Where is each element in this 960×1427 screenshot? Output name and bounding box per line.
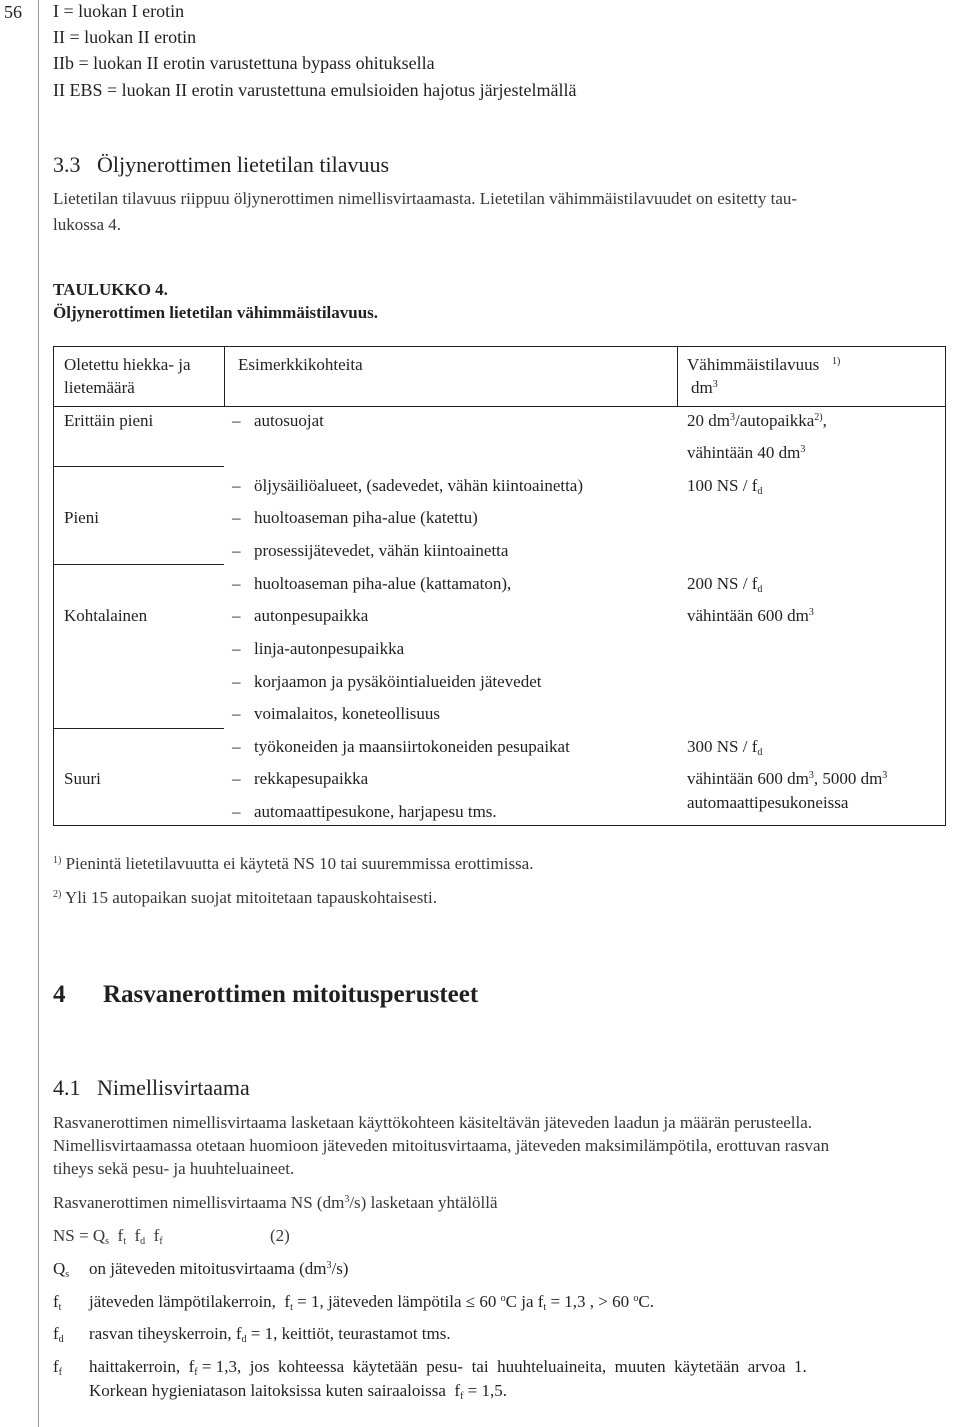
legend-line: II = luokan II erotin — [53, 27, 197, 47]
volume-value: vähintään 40 $dm^3$ — [687, 443, 806, 462]
row-category: Suuri — [64, 769, 101, 788]
variable-description: haittakerroin, $f_f = 1,3$, jos kohteessa käytetään pesu- tai huuhteluaineita, muuten käytetään arvoa 1. — [89, 1357, 807, 1378]
variable-description: rasvan tiheyskerroin, $f_d = 1$, keittiöt, teurastamot tms. — [89, 1324, 451, 1345]
variable-description: Korkean hygieniatason laitoksissa kuten sairaaloissa $f_f = 1,5$. — [89, 1381, 508, 1402]
table-rule — [677, 347, 678, 406]
example-item: – työkoneiden ja maansiirtokoneiden pesupaikat — [232, 737, 570, 756]
header-category: Oletettu hiekka- ja — [64, 355, 191, 374]
body-paragraph: Lietetilan tilavuus riippuu öljynerottimen nimellisvirtaamasta. Lietetilan vähimmäistilavuudet on esitetty tau- — [53, 189, 798, 208]
page-number: 56 — [4, 2, 22, 22]
volume-value: vähintään 600 $dm^3$ — [687, 606, 814, 625]
variable-symbol: $f_t$ — [53, 1292, 62, 1313]
example-item: – öljysäiliöalueet, (sadevedet, vähän kiintoainetta) — [232, 476, 584, 495]
example-item: – prosessijätevedet, vähän kiintoainetta — [232, 541, 509, 560]
body-paragraph: tiheys sekä pesu- ja huuhteluaineet. — [53, 1159, 295, 1178]
variable-symbol: $Q_s$ — [53, 1259, 70, 1280]
variable-symbol: $f_d$ — [53, 1324, 64, 1345]
footnote: $^{2)}$ Yli 15 autopaikan suojat mitoitetaan tapauskohtaisesti. — [53, 888, 438, 907]
variable-description: on jäteveden mitoitusvirtaama $(dm^3/s)$ — [89, 1259, 349, 1278]
body-paragraph: Nimellisvirtaamassa otetaan huomioon jäteveden mitoitusvirtaama, jäteveden maksimilämpötila, erottuvan rasvan — [53, 1136, 830, 1155]
chapter-heading: 4 Rasvanerottimen mitoitusperusteet — [53, 981, 479, 1008]
example-item: – autonpesupaikka — [232, 606, 369, 625]
footnote: $^{1)}$ Pienintä lietetilavuutta ei käytetä NS 10 tai suuremmissa erottimissa. — [53, 854, 534, 873]
example-item: – autosuojat — [232, 411, 324, 430]
example-item: – linja-autonpesupaikka — [232, 639, 405, 658]
variable-symbol: $f_f$ — [53, 1357, 63, 1378]
example-item: – rekkapesupaikka — [232, 769, 369, 788]
example-item: – korjaamon ja pysäköintialueiden jätevedet — [232, 672, 542, 691]
volume-value: 100 NS / $f_d$ — [687, 476, 763, 497]
table-rule — [54, 564, 224, 565]
margin-rule — [38, 0, 39, 1427]
body-paragraph: Rasvanerottimen nimellisvirtaama lasketaan käyttökohteen käsiteltävän jäteveden laadun ja määrän perusteella. — [53, 1113, 813, 1132]
row-category: Erittäin pieni — [64, 411, 154, 430]
legend-line: IIb = luokan II erotin varustettuna bypass ohituksella — [53, 53, 435, 73]
body-paragraph: lukossa 4. — [53, 215, 121, 234]
volume-value: 200 NS / $f_d$ — [687, 574, 763, 595]
equation: NS = $Q_s$ $f_t$ $f_d$ $f_f$ — [53, 1226, 163, 1247]
body-paragraph: Rasvanerottimen nimellisvirtaama NS $(dm^3/s)$ lasketaan yhtälöllä — [53, 1193, 498, 1212]
header-examples: Esimerkkikohteita — [238, 355, 363, 374]
example-item: – huoltoaseman piha-alue (kattamaton), — [232, 574, 512, 593]
legend-line: I = luokan I erotin — [53, 1, 185, 21]
volume-value: 20 $dm^3/autopaikka^{2)}$, — [687, 411, 827, 430]
volume-value: 300 NS / $f_d$ — [687, 737, 763, 758]
example-item: – voimalaitos, koneteollisuus — [232, 704, 441, 723]
table-rule — [54, 466, 224, 467]
row-category: Pieni — [64, 508, 99, 527]
table-rule — [54, 728, 224, 729]
volume-table — [53, 346, 946, 826]
variable-description: jäteveden lämpötilakerroin, $f_t = 1$, jäteveden lämpötila ≤ 60 $^o$C ja $f_t = 1,3$ , > 60 $^o$C. — [89, 1292, 654, 1313]
section-heading: 4.1 Nimellisvirtaama — [53, 1075, 250, 1100]
row-category: Kohtalainen — [64, 606, 148, 625]
example-item: – automaattipesukone, harjapesu tms. — [232, 802, 497, 821]
section-heading: 3.3 Öljynerottimen lietetilan tilavuus — [53, 152, 390, 177]
table-rule — [54, 406, 945, 407]
header-volume: Vähimmäistilavuus $^{1)}$ — [687, 355, 841, 374]
equation-number: (2) — [270, 1226, 290, 1245]
table-caption-number: TAULUKKO 4. — [53, 280, 168, 299]
volume-value: vähintään 600 $dm^3$, 5000 $dm^3$ — [687, 769, 888, 788]
volume-value: automaattipesukoneissa — [687, 793, 849, 812]
example-item: – huoltoaseman piha-alue (katettu) — [232, 508, 478, 527]
legend-line: II EBS = luokan II erotin varustettuna emulsioiden hajotus järjestelmällä — [53, 80, 577, 100]
table-caption-title: Öljynerottimen lietetilan vähimmäistilavuus. — [53, 303, 379, 322]
header-volume-unit: $dm^3$ — [691, 378, 718, 397]
header-category: lietemäärä — [64, 378, 135, 397]
table-rule — [224, 347, 225, 406]
